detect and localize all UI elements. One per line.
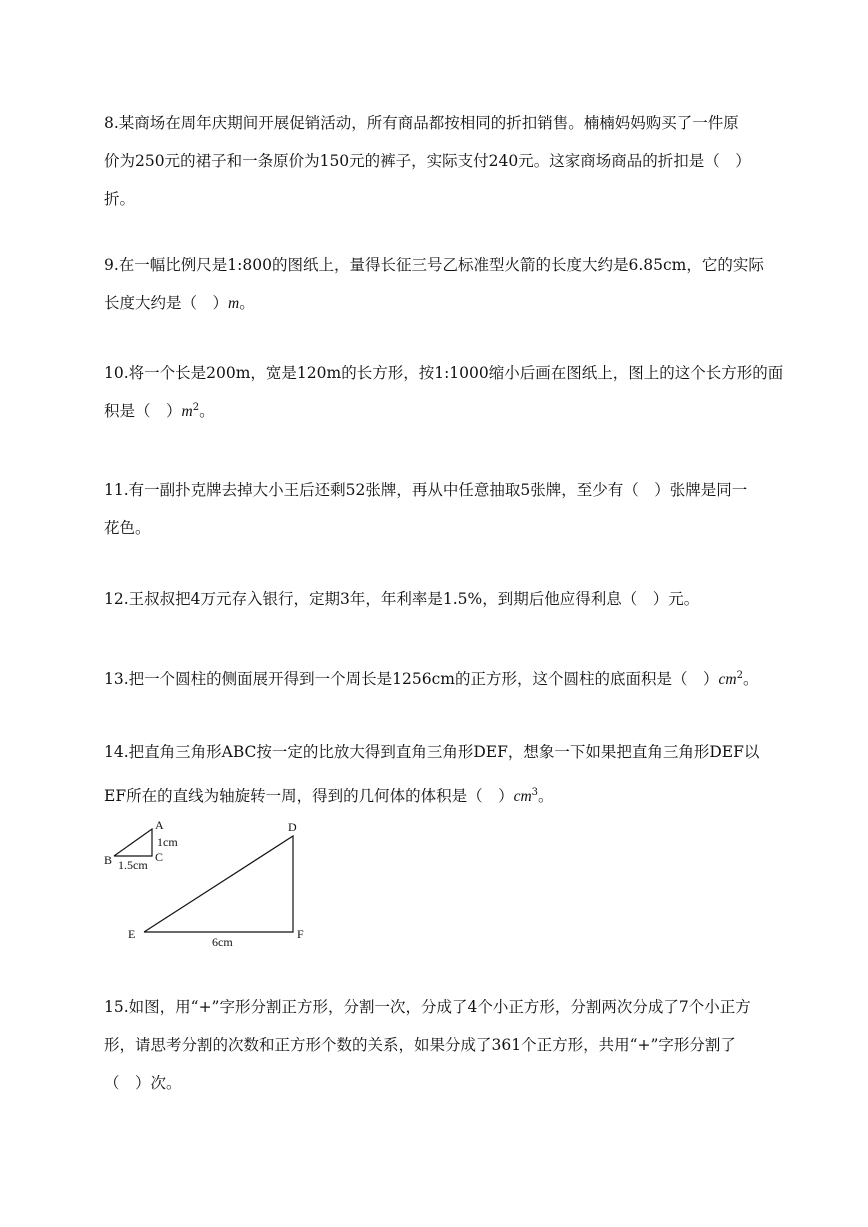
question-10-line-1: 10.将一个长是200m，宽是120m的长方形，按1:1000缩小后画在图纸上，图上的这个长方形的面 bbox=[104, 364, 784, 382]
question-9 bbox=[104, 246, 764, 323]
question-8-line-3: 折。 bbox=[104, 190, 136, 208]
question-9-line-2-end: 。 bbox=[239, 294, 255, 312]
label-small-base: 1.5cm bbox=[118, 858, 148, 872]
question-15-line-3: （ ）次。 bbox=[104, 1074, 182, 1092]
question-14-line-2-end: 。 bbox=[538, 787, 554, 805]
question-15-line-2: 形，请思考分割的次数和正方形个数的关系，如果分成了361个正方形，共用“+”字形分割了 bbox=[104, 1036, 736, 1054]
question-14 bbox=[104, 733, 764, 816]
question-13-unit-exponent: 2 bbox=[736, 669, 743, 681]
question-10-line-2-end: 。 bbox=[199, 402, 215, 420]
question-13-line-1 bbox=[104, 660, 764, 699]
question-10-unit: m bbox=[181, 403, 193, 420]
question-8 bbox=[104, 104, 764, 218]
label-small-height: 1cm bbox=[157, 835, 178, 849]
triangle-def bbox=[144, 836, 293, 932]
question-9-line-2-text: 长度大约是（ ） bbox=[104, 294, 229, 312]
triangle-figure bbox=[100, 816, 320, 956]
question-11-line-2: 花色。 bbox=[104, 519, 151, 537]
question-14-line-2 bbox=[104, 777, 764, 816]
label-large-base: 6cm bbox=[212, 935, 233, 949]
question-10 bbox=[104, 354, 784, 431]
question-14-line-2-text: EF所在的直线为轴旋转一周，得到的几何体的体积是（ ） bbox=[104, 787, 514, 805]
question-8-line-2: 价为250元的裙子和一条原价为150元的裤子，实际支付240元。这家商场商品的折扣是（ ） bbox=[104, 152, 751, 170]
label-c: C bbox=[155, 850, 164, 864]
question-14-unit-exponent: 3 bbox=[531, 786, 539, 798]
question-12 bbox=[104, 580, 764, 618]
triangle-abc bbox=[114, 829, 152, 856]
question-9-unit: m bbox=[228, 295, 240, 312]
question-15-line-1: 15.如图，用“+”字形分割正方形，分割一次，分成了4个小正方形，分割两次分成了7个小正方 bbox=[104, 998, 751, 1016]
triangle-diagram bbox=[100, 816, 320, 956]
question-10-unit-exponent: 2 bbox=[192, 401, 200, 413]
question-13-unit: cm bbox=[718, 671, 737, 688]
question-11 bbox=[104, 471, 764, 547]
label-f: F bbox=[297, 927, 304, 941]
label-d: D bbox=[288, 820, 297, 834]
label-a: A bbox=[155, 818, 164, 832]
question-10-line-2-text: 积是（ ） bbox=[104, 402, 182, 420]
question-12-line-1: 12.王叔叔把4万元存入银行，定期3年，年利率是1.5%，到期后他应得利息（ ）元。 bbox=[104, 590, 700, 608]
question-13-line-1-text: 13.把一个圆柱的侧面展开得到一个周长是1256cm的正方形，这个圆柱的底面积是（ ） bbox=[104, 670, 719, 688]
label-b: B bbox=[104, 853, 113, 867]
question-9-line-1: 9.在一幅比例尺是1:800的图纸上，量得长征三号乙标准型火箭的长度大约是6.85cm，它的实际 bbox=[104, 256, 764, 274]
question-10-line-2 bbox=[104, 392, 764, 431]
question-8-line-1: 8.某商场在周年庆期间开展促销活动，所有商品都按相同的折扣销售。楠楠妈妈购买了一件原 bbox=[104, 114, 739, 132]
question-14-line-1: 14.把直角三角形ABC按一定的比放大得到直角三角形DEF，想象一下如果把直角三角形DEF以 bbox=[104, 743, 760, 761]
question-13 bbox=[104, 660, 764, 699]
question-14-unit: cm bbox=[513, 788, 532, 805]
question-11-line-1: 11.有一副扑克牌去掉大小王后还剩52张牌，再从中任意抽取5张牌，至少有（ ）张牌是同一 bbox=[104, 481, 748, 499]
question-9-line-2 bbox=[104, 284, 764, 323]
label-e: E bbox=[128, 927, 136, 941]
question-15 bbox=[104, 988, 764, 1102]
question-13-line-1-end: 。 bbox=[742, 670, 759, 688]
